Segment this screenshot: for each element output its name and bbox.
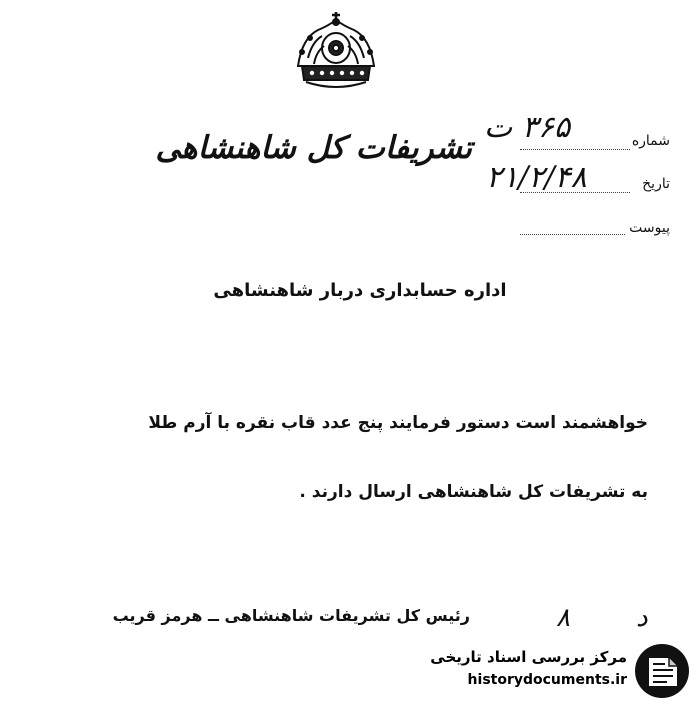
number-value-handwritten: ۳۶۵ ت — [484, 110, 571, 145]
number-label: شماره — [631, 133, 670, 149]
watermark-url: historydocuments.ir — [467, 672, 627, 688]
signature-line: رئیس کل تشریفات شاهنشاهی ــ هرمز قریب — [112, 606, 470, 625]
body-line-2: به تشریفات کل شاهنشاهی ارسال دارند . — [299, 482, 648, 502]
margin-mark-2: د — [636, 603, 648, 633]
document-archive-logo-icon — [633, 642, 691, 700]
date-value-handwritten: ۲۱/۲/۴۸ — [486, 160, 587, 195]
crown-icon — [288, 8, 384, 98]
margin-mark-1: ۸ — [556, 603, 570, 633]
archive-watermark — [415, 640, 695, 704]
number-dotted-line — [520, 149, 630, 150]
addressee-line: اداره حسابداری دربار شاهنشاهی — [213, 280, 507, 301]
body-line-1: خواهشمند است دستور فرمایند پنج عدد قاب نقره با آرم طلا — [148, 413, 648, 433]
watermark-title: مرکز بررسی اسناد تاریخی — [430, 648, 627, 666]
letterhead-title: تشریفات کل شاهنشاهی — [155, 130, 472, 166]
attachment-label: پیوست — [629, 220, 670, 236]
attachment-dotted-line — [520, 234, 625, 235]
date-label: تاریخ — [642, 176, 670, 192]
